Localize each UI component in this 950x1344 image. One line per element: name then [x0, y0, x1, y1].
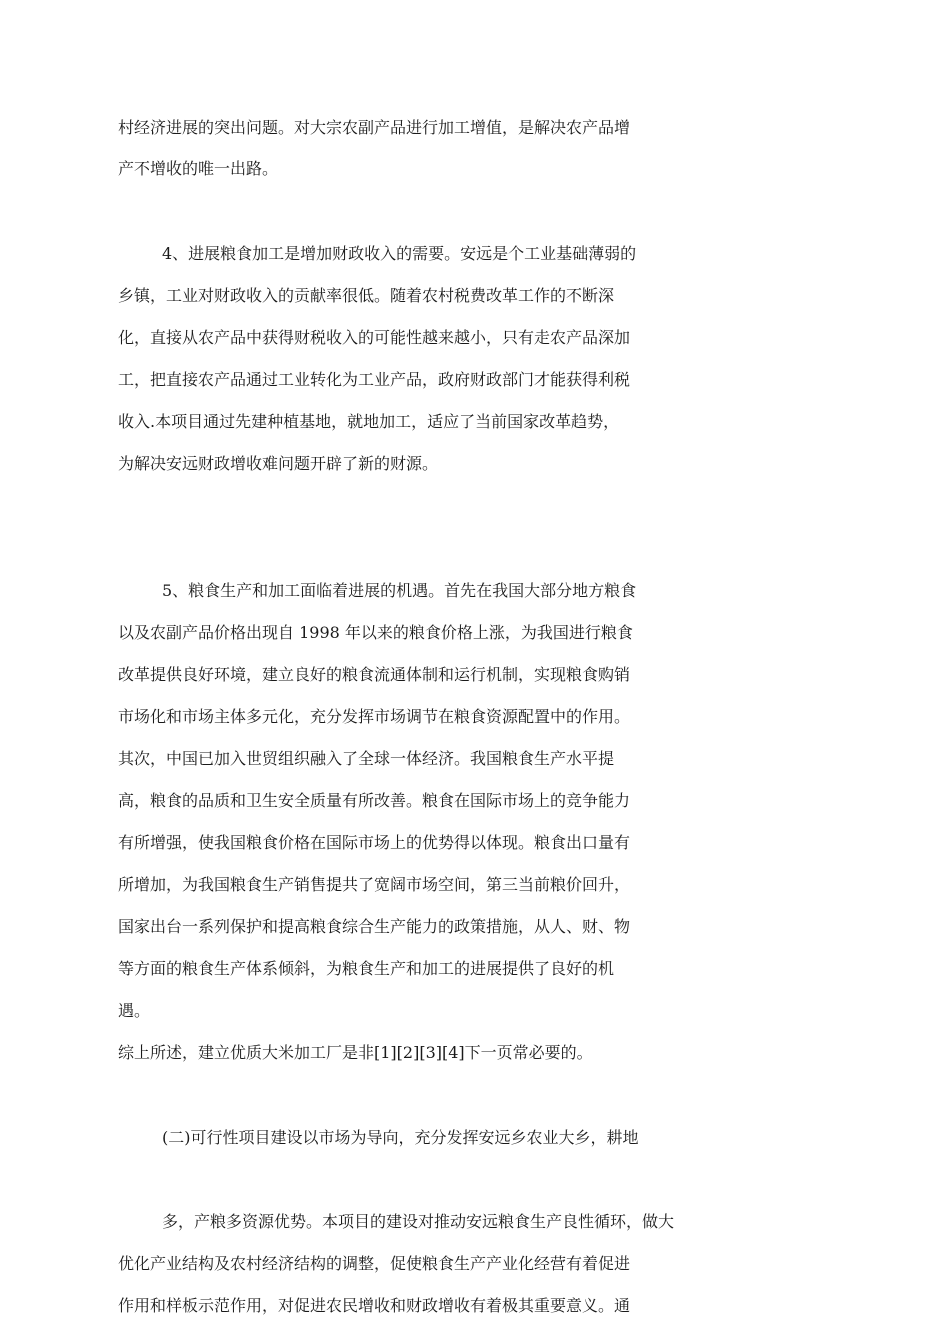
text-line: 国家出台一系列保护和提高粮食综合生产能力的政策措施，从人、财、物	[118, 917, 631, 936]
text-line: 有所增强，使我国粮食价格在国际市场上的优势得以体现。粮食出口量有	[118, 833, 631, 852]
text-line: 等方面的粮食生产体系倾斜，为粮食生产和加工的进展提供了良好的机	[118, 959, 615, 978]
text-line: 其次，中国已加入世贸组织融入了全球一体经济。我国粮食生产水平提	[118, 749, 615, 768]
text-line: 工，把直接农产品通过工业转化为工业产品，政府财政部门才能获得利税	[118, 370, 631, 389]
text-line: 乡镇，工业对财政收入的贡献率很低。随着农村税费改革工作的不断深	[118, 286, 615, 305]
text-line: 作用和样板示范作用，对促进农民增收和财政增收有着极其重要意义。通	[118, 1296, 631, 1315]
text-line: 所增加，为我国粮食生产销售提共了宽阔市场空间，第三当前粮价回升，	[118, 875, 631, 894]
text-line: 改革提供良好环境，建立良好的粮食流通体制和运行机制，实现粮食购销	[118, 665, 631, 684]
text-line: 收入.本项目通过先建种植基地，就地加工，适应了当前国家改革趋势，	[118, 412, 620, 431]
text-line: 市场化和市场主体多元化，充分发挥市场调节在粮食资源配置中的作用。	[118, 707, 631, 726]
text-line: 为解决安远财政增收难问题开辟了新的财源。	[118, 454, 439, 473]
text-line: 村经济进展的突出问题。对大宗农副产品进行加工增值，是解决农产品增	[118, 118, 631, 137]
text-line: 4、进展粮食加工是增加财政收入的需要。安远是个工业基础薄弱的	[162, 244, 637, 263]
text-line: 化，直接从农产品中获得财税收入的可能性越来越小，只有走农产品深加	[118, 328, 631, 347]
text-line: 多，产粮多资源优势。本项目的建设对推动安远粮食生产良性循环，做大	[162, 1212, 675, 1231]
text-line: 优化产业结构及农村经济结构的调整，促使粮食生产产业化经营有着促进	[118, 1254, 631, 1273]
text-line: 遇。	[118, 1001, 151, 1020]
text-line: (二)可行性项目建设以市场为导向，充分发挥安远乡农业大乡，耕地	[162, 1128, 639, 1147]
text-line: 综上所述，建立优质大米加工厂是非[1][2][3][4]下一页常必要的。	[118, 1043, 593, 1062]
text-line: 高，粮食的品质和卫生安全质量有所改善。粮食在国际市场上的竞争能力	[118, 791, 631, 810]
text-line: 产不增收的唯一出路。	[118, 159, 279, 178]
text-line: 5、粮食生产和加工面临着进展的机遇。首先在我国大部分地方粮食	[162, 581, 637, 600]
text-line: 以及农副产品价格出现自 1998 年以来的粮食价格上涨，为我国进行粮食	[118, 623, 633, 642]
